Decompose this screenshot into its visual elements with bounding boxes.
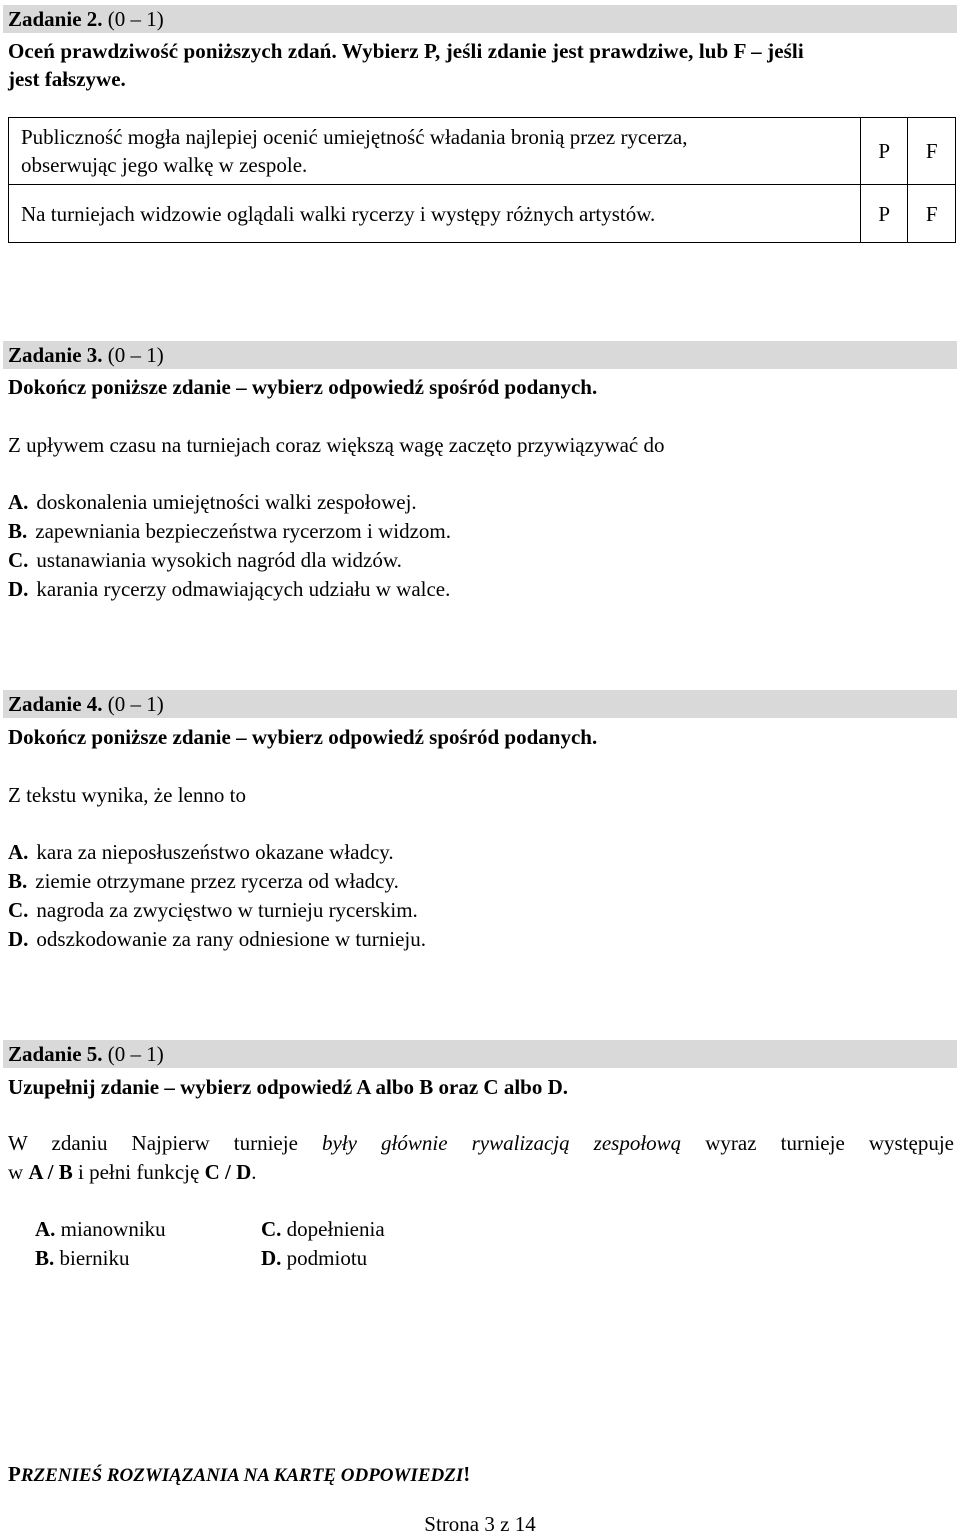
task-3-options xyxy=(8,488,451,604)
task-5-instruction: Uzupełnij zdanie – wybierz odpowiedź A albo B oraz C albo D. xyxy=(8,1075,569,1099)
table-row xyxy=(9,185,956,243)
option-b[interactable]: B. bierniku xyxy=(35,1246,130,1270)
option-c[interactable]: C. ustanawiania wysokich nagród dla widzów. xyxy=(8,548,402,572)
statement-2: Na turniejach widzowie oglądali walki rycerzy i występy różnych artystów. xyxy=(9,185,861,243)
option-a[interactable]: A. kara za nieposłuszeństwo okazane władcy. xyxy=(8,840,394,864)
true-false-table xyxy=(8,117,956,243)
task-4-title: Zadanie 4. (0 – 1) xyxy=(8,692,164,716)
option-d[interactable]: D. odszkodowanie za rany odniesione w turnieju. xyxy=(8,927,426,951)
options-row xyxy=(35,1215,385,1244)
option-f-1[interactable]: F xyxy=(908,118,956,185)
task-5-stem-line-1: W zdaniu Najpierw turnieje były głównie rywalizacją zespołową wyraz turnieje występuje xyxy=(8,1131,954,1155)
statement-1: Publiczność mogła najlepiej ocenić umiejętność władania bronią przez rycerza, obserwując jego walkę w zespole. xyxy=(9,118,861,185)
table-row xyxy=(9,118,956,185)
option-p-2[interactable]: P xyxy=(860,185,908,243)
option-c[interactable]: C. nagroda za zwycięstwo w turnieju rycerskim. xyxy=(8,898,418,922)
page-number: Strona 3 z 14 xyxy=(424,1512,536,1536)
option-f-2[interactable]: F xyxy=(908,185,956,243)
task-2-title: Zadanie 2. (0 – 1) xyxy=(8,7,164,31)
option-d[interactable]: D. podmiotu xyxy=(261,1246,368,1270)
task-4-stem: Z tekstu wynika, że lenno to xyxy=(8,783,246,807)
task-4-options xyxy=(8,838,426,954)
task-4-instruction: Dokończ poniższe zdanie – wybierz odpowiedź spośród podanych. xyxy=(8,725,598,749)
transfer-note: PRZENIEŚ ROZWIĄZANIA NA KARTĘ ODPOWIEDZI! xyxy=(8,1462,471,1486)
option-p-1[interactable]: P xyxy=(860,118,908,185)
task-3-title: Zadanie 3. (0 – 1) xyxy=(8,343,164,367)
task-3-stem: Z upływem czasu na turniejach coraz większą wagę zaczęto przywiązywać do xyxy=(8,433,665,457)
option-c[interactable]: C. dopełnienia xyxy=(261,1217,385,1241)
option-b[interactable]: B. ziemie otrzymane przez rycerza od władcy. xyxy=(8,869,399,893)
task-5-stem-line-2: w A / B i pełni funkcję C / D. xyxy=(8,1160,257,1184)
task-5-title: Zadanie 5. (0 – 1) xyxy=(8,1042,164,1066)
task-5-options xyxy=(35,1215,385,1273)
option-b[interactable]: B. zapewniania bezpieczeństwa rycerzom i widzom. xyxy=(8,519,451,543)
option-a[interactable]: A. doskonalenia umiejętności walki zespołowej. xyxy=(8,490,417,514)
task-3-instruction: Dokończ poniższe zdanie – wybierz odpowiedź spośród podanych. xyxy=(8,375,598,399)
option-d[interactable]: D. karania rycerzy odmawiających udziału w walce. xyxy=(8,577,451,601)
choice-ab[interactable]: A / B xyxy=(28,1160,73,1184)
task-2-instruction: Oceń prawdziwość poniższych zdań. Wybierz P, jeśli zdanie jest prawdziwe, lub F – jeśli jest fałszywe. xyxy=(8,39,804,91)
options-row xyxy=(35,1244,385,1273)
choice-cd[interactable]: C / D xyxy=(204,1160,252,1184)
option-a[interactable]: A. mianowniku xyxy=(35,1217,166,1241)
